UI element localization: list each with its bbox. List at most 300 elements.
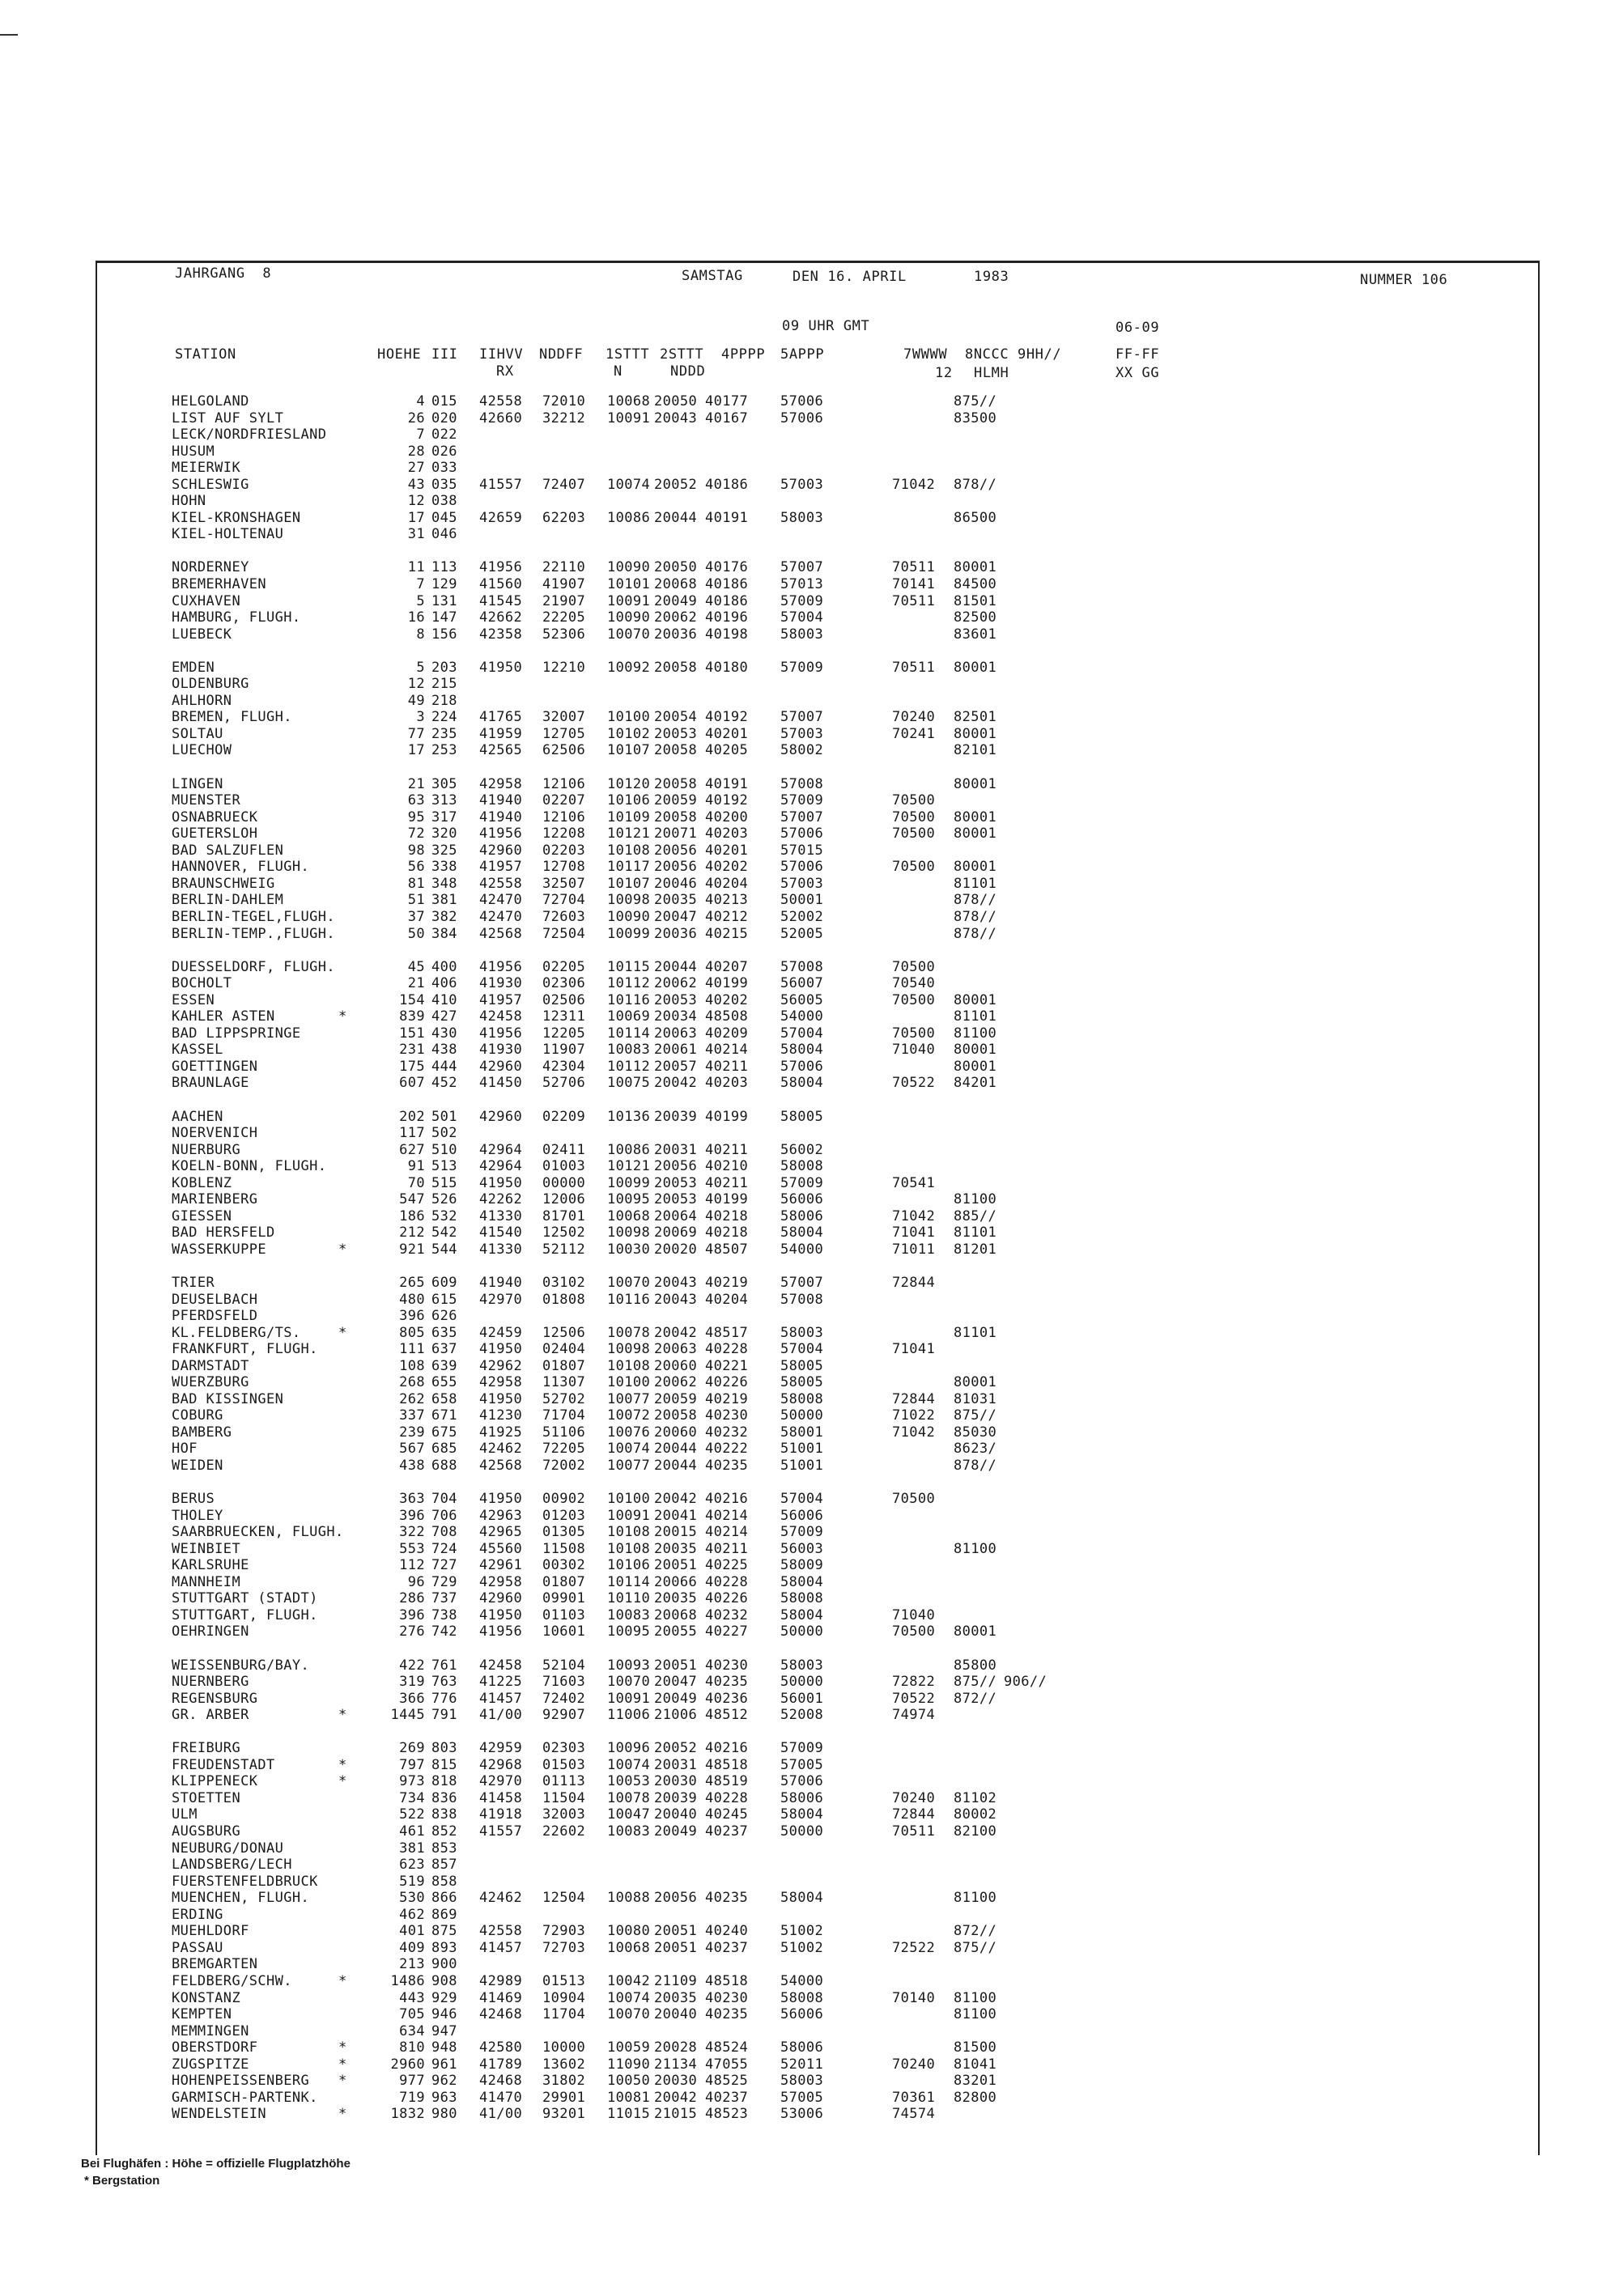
station-height: 547 [399, 1191, 425, 1208]
pressure-group: 40235 [705, 1674, 749, 1691]
station-number: 544 [431, 1241, 457, 1258]
col-ff: FF-FF [1115, 346, 1160, 363]
station-number: 406 [431, 975, 457, 992]
station-number: 045 [431, 509, 457, 526]
temp-group-2: 20031 [654, 1756, 698, 1773]
temp-group-1: 10117 [607, 859, 651, 876]
iihvv-value: 42262 [479, 1191, 523, 1208]
iihvv-value: 42459 [479, 1324, 523, 1341]
station-name: OSNABRUECK [172, 808, 258, 825]
table-row [0, 493, 1619, 510]
temp-group-2: 21134 [654, 2056, 698, 2073]
temp-group-1: 10070 [607, 1674, 651, 1691]
station-height: 8 [416, 626, 425, 643]
tendency-group: 58002 [780, 742, 824, 759]
pressure-group: 40207 [705, 958, 749, 975]
nddff-value: 41907 [542, 576, 586, 593]
iihvv-value: 42458 [479, 1008, 523, 1025]
temp-group-2: 21015 [654, 2106, 698, 2123]
table-row [0, 726, 1619, 743]
iihvv-value: 42989 [479, 1972, 523, 1989]
cloud-group: 878// [954, 925, 997, 942]
station-height: 49 [407, 692, 425, 709]
station-number: 947 [431, 2022, 457, 2039]
nddff-value: 01305 [542, 1524, 586, 1541]
cloud-group: 80001 [954, 859, 997, 876]
weather-group: 74974 [892, 1707, 936, 1724]
table-row [0, 1008, 1619, 1025]
cloud-group: 81100 [954, 1191, 997, 1208]
temp-group-2: 20056 [654, 1158, 698, 1175]
table-row [0, 1790, 1619, 1807]
iihvv-value: 42960 [479, 1058, 523, 1075]
station-number: 382 [431, 908, 457, 925]
nddff-value: 21907 [542, 592, 586, 609]
temp-group-2: 20036 [654, 626, 698, 643]
weather-group: 70511 [892, 1823, 936, 1840]
nddff-value: 72504 [542, 925, 586, 942]
iihvv-value: 42558 [479, 1923, 523, 1940]
station-name: BREMGARTEN [172, 1956, 258, 1973]
weather-group: 70522 [892, 1075, 936, 1092]
iihvv-value: 41956 [479, 1623, 523, 1640]
temp-group-2: 20059 [654, 1390, 698, 1407]
temp-group-1: 10077 [607, 1458, 651, 1474]
cloud-group: 81101 [954, 1008, 997, 1025]
tendency-group: 57006 [780, 393, 824, 410]
table-row [0, 742, 1619, 759]
iihvv-value: 41469 [479, 1989, 523, 2006]
table-row [0, 1956, 1619, 1973]
nddff-value: 32507 [542, 875, 586, 892]
temp-group-2: 20053 [654, 1191, 698, 1208]
tendency-group: 58003 [780, 2073, 824, 2090]
nddff-value: 31802 [542, 2073, 586, 2090]
pressure-group: 40186 [705, 476, 749, 493]
iihvv-value: 41930 [479, 975, 523, 992]
pressure-group: 40205 [705, 742, 749, 759]
table-row [0, 1407, 1619, 1424]
station-height: 50 [407, 925, 425, 942]
station-height: 239 [399, 1424, 425, 1441]
station-number: 866 [431, 1890, 457, 1907]
tendency-group: 50000 [780, 1823, 824, 1840]
nddff-value: 72903 [542, 1923, 586, 1940]
station-name: BAD SALZUFLEN [172, 842, 284, 859]
weather-group: 70240 [892, 709, 936, 726]
nddff-value: 12311 [542, 1008, 586, 1025]
station-height: 805 [399, 1324, 425, 1341]
temp-group-1: 10100 [607, 709, 651, 726]
station-height: 2960 [390, 2056, 425, 2073]
temp-group-1: 10083 [607, 1606, 651, 1623]
mountain-marker: * [338, 1756, 347, 1773]
tendency-group: 58006 [780, 1789, 824, 1806]
table-row [0, 1806, 1619, 1823]
station-height: 5 [416, 592, 425, 609]
iihvv-value: 42660 [479, 410, 523, 427]
station-height: 43 [407, 476, 425, 493]
station-number: 113 [431, 559, 457, 576]
tendency-group: 58004 [780, 1606, 824, 1623]
cloud-group: 80002 [954, 1806, 997, 1823]
station-number: 046 [431, 526, 457, 543]
temp-group-1: 10070 [607, 626, 651, 643]
station-name: WUERZBURG [172, 1374, 249, 1391]
temp-group-1: 10101 [607, 576, 651, 593]
temp-group-2: 20063 [654, 1341, 698, 1358]
temp-group-1: 10099 [607, 1174, 651, 1191]
cloud-group: 83601 [954, 626, 997, 643]
table-row [0, 709, 1619, 726]
station-number: 452 [431, 1075, 457, 1092]
table-row [0, 1275, 1619, 1292]
temp-group-1: 10053 [607, 1773, 651, 1790]
nddff-value: 12106 [542, 775, 586, 792]
nddff-value: 52702 [542, 1390, 586, 1407]
station-height: 202 [399, 1108, 425, 1125]
nddff-value: 00000 [542, 1174, 586, 1191]
pressure-group: 40177 [705, 393, 749, 410]
iihvv-value: 42568 [479, 925, 523, 942]
iihvv-value: 41765 [479, 709, 523, 726]
pressure-group: 40199 [705, 1191, 749, 1208]
station-number: 156 [431, 626, 457, 643]
pressure-group: 40230 [705, 1989, 749, 2006]
tendency-group: 57004 [780, 1491, 824, 1508]
weather-group: 70241 [892, 725, 936, 742]
station-number: 948 [431, 2039, 457, 2056]
nddff-value: 09901 [542, 1590, 586, 1607]
weather-group: 70361 [892, 2089, 936, 2106]
col-nddff: NDDFF [539, 346, 584, 363]
station-name: KIEL-HOLTENAU [172, 526, 284, 543]
temp-group-1: 10070 [607, 2006, 651, 2023]
temp-group-1: 10091 [607, 1507, 651, 1524]
station-name: DARMSTADT [172, 1357, 249, 1374]
station-number: 515 [431, 1174, 457, 1191]
nddff-value: 93201 [542, 2106, 586, 2123]
station-number: 675 [431, 1424, 457, 1441]
station-name: HOF [172, 1441, 198, 1458]
station-height: 77 [407, 725, 425, 742]
station-name: BAD HERSFELD [172, 1224, 275, 1241]
pressure-group: 48508 [705, 1008, 749, 1025]
tendency-group: 57009 [780, 592, 824, 609]
station-number: 729 [431, 1573, 457, 1590]
tendency-group: 56005 [780, 991, 824, 1008]
iihvv-value: 41950 [479, 1491, 523, 1508]
station-number: 313 [431, 792, 457, 809]
station-height: 480 [399, 1291, 425, 1308]
iihvv-value: 42662 [479, 609, 523, 626]
station-name: KARLSRUHE [172, 1557, 249, 1574]
tendency-group: 57006 [780, 410, 824, 427]
table-row [0, 1374, 1619, 1391]
station-name: FREIBURG [172, 1740, 241, 1757]
tendency-group: 51001 [780, 1441, 824, 1458]
station-name: KL.FELDBERG/TS. [172, 1324, 301, 1341]
station-number: 908 [431, 1972, 457, 1989]
nddff-value: 01103 [542, 1606, 586, 1623]
station-number: 215 [431, 676, 457, 693]
nddff-value: 12210 [542, 659, 586, 676]
pressure-group: 40198 [705, 626, 749, 643]
temp-group-2: 20053 [654, 725, 698, 742]
col-station: STATION [175, 346, 236, 363]
col-7wwww-sub: 12 [935, 365, 953, 381]
table-row [0, 576, 1619, 593]
cloud-group: 81100 [954, 1540, 997, 1557]
station-name: HOHENPEISSENBERG [172, 2073, 310, 2090]
tendency-group: 56006 [780, 1507, 824, 1524]
mountain-marker: * [338, 1324, 347, 1341]
pressure-group: 40214 [705, 1524, 749, 1541]
pressure-group: 40215 [705, 925, 749, 942]
cloud-group: 872// [954, 1690, 997, 1707]
col-iii: III [431, 346, 458, 363]
row-spacer [0, 1724, 1619, 1741]
nddff-value: 01113 [542, 1773, 586, 1790]
temp-group-1: 11006 [607, 1707, 651, 1724]
temp-group-1: 10078 [607, 1324, 651, 1341]
pressure-group: 40211 [705, 1174, 749, 1191]
temp-group-2: 20062 [654, 975, 698, 992]
pressure-group: 40214 [705, 1507, 749, 1524]
station-number: 020 [431, 410, 457, 427]
weather-group: 70240 [892, 2056, 936, 2073]
table-row [0, 909, 1619, 926]
table-row [0, 1623, 1619, 1640]
temp-group-1: 10074 [607, 476, 651, 493]
pressure-group: 40203 [705, 1075, 749, 1092]
station-number: 400 [431, 958, 457, 975]
pressure-group: 48512 [705, 1707, 749, 1724]
station-name: NORDERNEY [172, 559, 249, 576]
station-name: WEISSENBURG/BAY. [172, 1657, 310, 1674]
tendency-group: 57005 [780, 2089, 824, 2106]
table-row [0, 992, 1619, 1009]
iihvv-value: 41545 [479, 592, 523, 609]
temp-group-2: 20039 [654, 1789, 698, 1806]
tendency-group: 57013 [780, 576, 824, 593]
station-height: 72 [407, 825, 425, 842]
nddff-value: 52104 [542, 1657, 586, 1674]
table-row [0, 1890, 1619, 1907]
iihvv-value: 42558 [479, 875, 523, 892]
table-row [0, 1590, 1619, 1607]
weather-group: 70511 [892, 659, 936, 676]
tendency-group: 58008 [780, 1390, 824, 1407]
temp-group-1: 10042 [607, 1972, 651, 1989]
station-name: MUEHLDORF [172, 1923, 249, 1940]
weather-group: 71041 [892, 1224, 936, 1241]
temp-group-1: 10090 [607, 609, 651, 626]
station-height: 396 [399, 1606, 425, 1623]
iihvv-value: 41950 [479, 1341, 523, 1358]
iihvv-value: 42458 [479, 1657, 523, 1674]
weather-group: 70500 [892, 792, 936, 809]
station-name: DEUSELBACH [172, 1291, 258, 1308]
temp-group-2: 20066 [654, 1573, 698, 1590]
station-height: 117 [399, 1125, 425, 1142]
temp-group-1: 10098 [607, 1341, 651, 1358]
station-number: 980 [431, 2106, 457, 2123]
temp-group-2: 20042 [654, 1491, 698, 1508]
table-row [0, 1691, 1619, 1708]
iihvv-value: 41959 [479, 725, 523, 742]
iihvv-value: 42558 [479, 393, 523, 410]
pressure-group: 40228 [705, 1789, 749, 1806]
iihvv-value: 41457 [479, 1939, 523, 1956]
station-name: HELGOLAND [172, 393, 249, 410]
temp-group-2: 20042 [654, 1324, 698, 1341]
row-spacer [0, 759, 1619, 776]
cloud-group: 83201 [954, 2073, 997, 2090]
pressure-group: 48524 [705, 2039, 749, 2056]
station-name: MARIENBERG [172, 1191, 258, 1208]
iihvv-value: 42968 [479, 1756, 523, 1773]
table-row [0, 2006, 1619, 2023]
table-row [0, 1325, 1619, 1342]
temp-group-1: 10110 [607, 1590, 651, 1607]
weather-group: 70522 [892, 1690, 936, 1707]
table-row [0, 959, 1619, 976]
station-height: 623 [399, 1857, 425, 1874]
station-number: 836 [431, 1789, 457, 1806]
weather-group: 71040 [892, 1606, 936, 1623]
pressure-group: 40235 [705, 1890, 749, 1907]
temp-group-2: 20051 [654, 1557, 698, 1574]
nddff-value: 12502 [542, 1224, 586, 1241]
group-9: 906// [1004, 1674, 1047, 1691]
table-row [0, 1241, 1619, 1258]
station-name: BERLIN-TEGEL,FLUGH. [172, 908, 336, 925]
tendency-group: 50001 [780, 892, 824, 909]
station-name: WENDELSTEIN [172, 2106, 266, 2123]
iihvv-value: 41956 [479, 958, 523, 975]
tendency-group: 58001 [780, 1424, 824, 1441]
temp-group-2: 20051 [654, 1939, 698, 1956]
station-number: 033 [431, 460, 457, 477]
nddff-value: 02205 [542, 958, 586, 975]
station-number: 203 [431, 659, 457, 676]
pressure-group: 40200 [705, 808, 749, 825]
temp-group-2: 20058 [654, 775, 698, 792]
station-name: KOELN-BONN, FLUGH. [172, 1158, 327, 1175]
temp-group-2: 20044 [654, 509, 698, 526]
station-number: 742 [431, 1623, 457, 1640]
table-row [0, 2090, 1619, 2107]
cloud-group: 81100 [954, 1025, 997, 1042]
station-number: 637 [431, 1341, 457, 1358]
tendency-group: 57009 [780, 1740, 824, 1757]
tendency-group: 58003 [780, 1657, 824, 1674]
tendency-group: 57008 [780, 1291, 824, 1308]
station-name: STUTTGART (STADT) [172, 1590, 318, 1607]
tendency-group: 56002 [780, 1141, 824, 1158]
station-height: 17 [407, 742, 425, 759]
station-name: LUECHOW [172, 742, 232, 759]
temp-group-1: 10074 [607, 1441, 651, 1458]
iihvv-value: 42358 [479, 626, 523, 643]
iihvv-value: 41557 [479, 1823, 523, 1840]
temp-group-2: 20056 [654, 1890, 698, 1907]
mountain-marker: * [338, 1972, 347, 1989]
tendency-group: 57007 [780, 709, 824, 726]
iihvv-value: 42565 [479, 742, 523, 759]
nddff-value: 01513 [542, 1972, 586, 1989]
station-name: OEHRINGEN [172, 1623, 249, 1640]
temp-group-1: 10136 [607, 1108, 651, 1125]
table-row [0, 859, 1619, 876]
station-height: 16 [407, 609, 425, 626]
tendency-group: 57009 [780, 792, 824, 809]
tendency-group: 58009 [780, 1557, 824, 1574]
station-name: BERLIN-TEMP.,FLUGH. [172, 925, 336, 942]
date: DEN 16. APRIL [793, 269, 907, 285]
station-name: WEIDEN [172, 1458, 223, 1474]
station-height: 213 [399, 1956, 425, 1973]
iihvv-value: 41940 [479, 792, 523, 809]
nddff-value: 72704 [542, 892, 586, 909]
temp-group-2: 20056 [654, 859, 698, 876]
cloud-group: 80001 [954, 1374, 997, 1391]
station-number: 776 [431, 1690, 457, 1707]
station-height: 151 [399, 1025, 425, 1042]
year: 1983 [974, 269, 1009, 285]
nddff-value: 01203 [542, 1507, 586, 1524]
cloud-group: 82500 [954, 609, 997, 626]
station-number: 147 [431, 609, 457, 626]
temp-group-2: 20056 [654, 842, 698, 859]
station-height: 51 [407, 892, 425, 909]
tendency-group: 57006 [780, 825, 824, 842]
tendency-group: 56001 [780, 1690, 824, 1707]
temp-group-2: 20058 [654, 742, 698, 759]
station-name: KOBLENZ [172, 1174, 232, 1191]
station-name: BOCHOLT [172, 975, 232, 992]
temp-group-2: 20050 [654, 559, 698, 576]
station-height: 522 [399, 1806, 425, 1823]
temp-group-1: 10090 [607, 908, 651, 925]
nddff-value: 71704 [542, 1407, 586, 1424]
station-height: 1832 [390, 2106, 425, 2123]
table-row [0, 1391, 1619, 1408]
tendency-group: 58003 [780, 509, 824, 526]
tendency-group: 57008 [780, 775, 824, 792]
station-height: 63 [407, 792, 425, 809]
pressure-group: 40176 [705, 559, 749, 576]
station-name: WASSERKUPPE [172, 1241, 266, 1258]
temp-group-2: 20043 [654, 410, 698, 427]
row-spacer [0, 1640, 1619, 1657]
nddff-value: 10904 [542, 1989, 586, 2006]
temp-group-1: 10100 [607, 1491, 651, 1508]
table-row [0, 1358, 1619, 1375]
cloud-group: 81501 [954, 592, 997, 609]
col-iihvv: IIHVV [479, 346, 524, 363]
temp-group-2: 20046 [654, 875, 698, 892]
tendency-group: 52011 [780, 2056, 824, 2073]
pressure-group: 40211 [705, 1058, 749, 1075]
station-height: 977 [399, 2073, 425, 2090]
station-number: 818 [431, 1773, 457, 1790]
table-row [0, 1757, 1619, 1774]
station-name: GR. ARBER [172, 1707, 249, 1724]
station-height: 634 [399, 2022, 425, 2039]
temp-group-2: 20043 [654, 1274, 698, 1291]
